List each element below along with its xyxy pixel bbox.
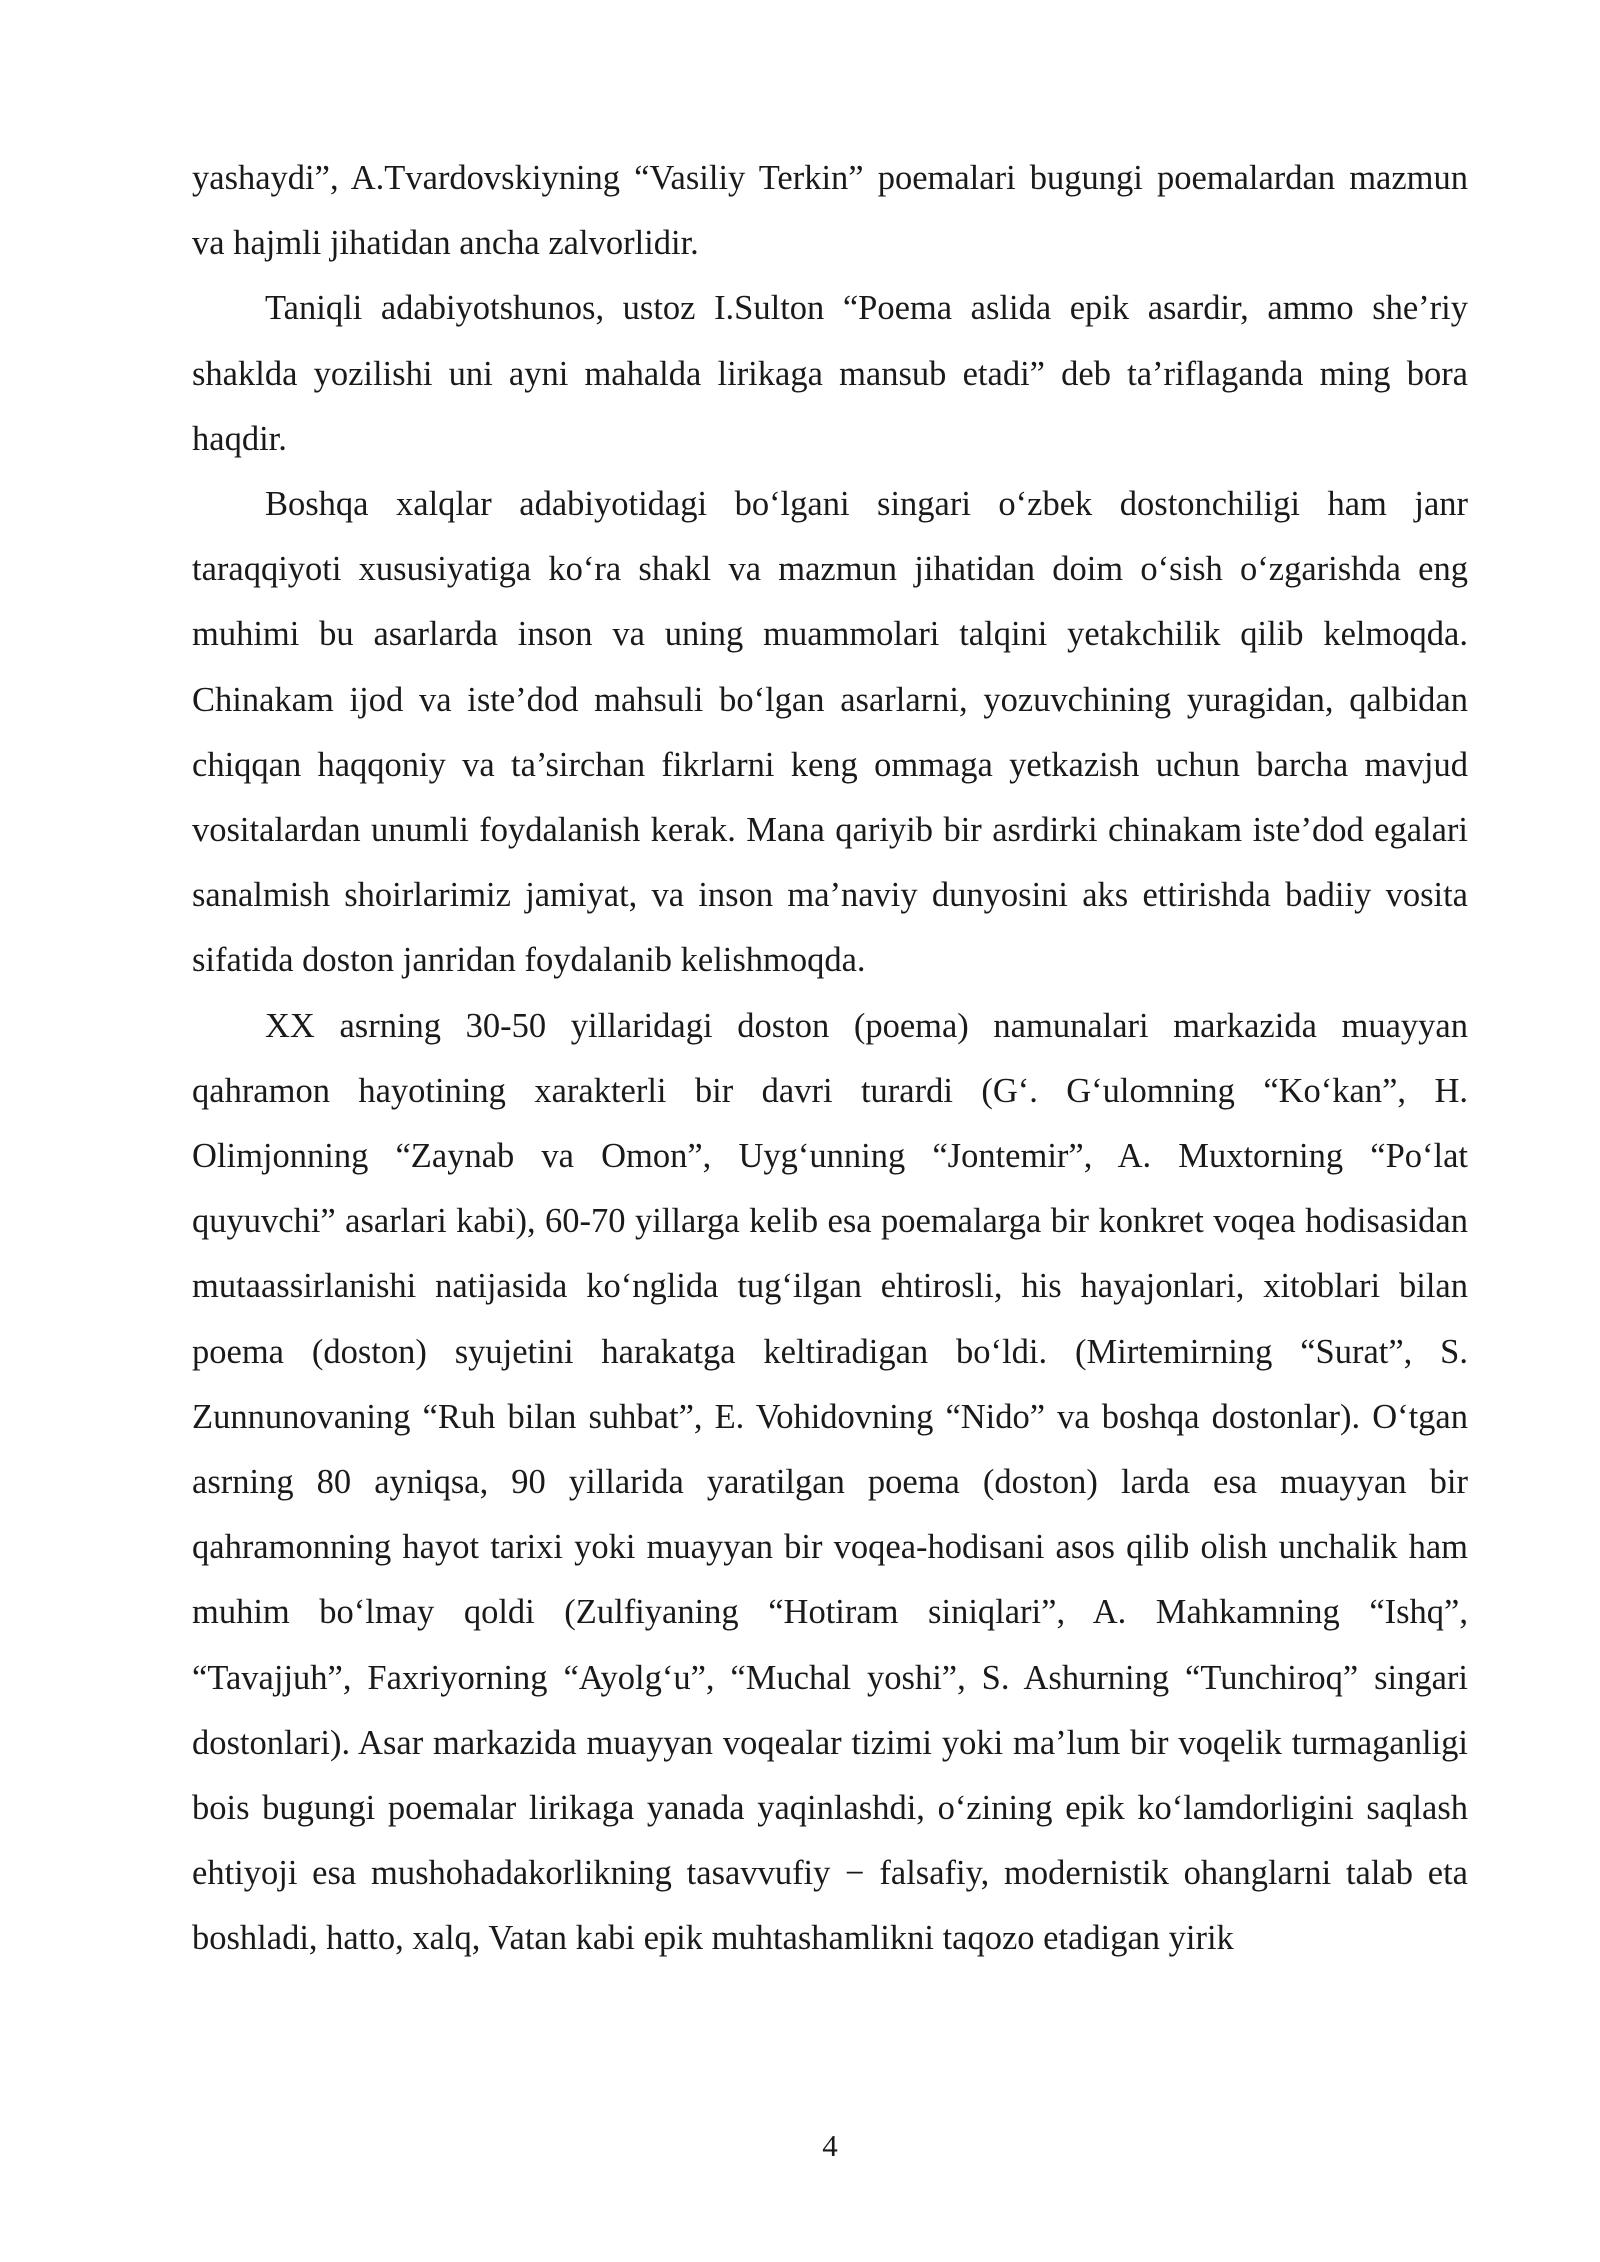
document-body	[192, 146, 1468, 1972]
paragraph-4: XX asrning 30-50 yillaridagi doston (poema) namunalari markazida muayyan qahramon hayotining xarakterli bir davri turardi (G‘. G‘ulomning “Ko‘kan”, H. Olimjonning “Zaynab va Omon”, Uyg‘unning “Jontemir”, A. Muxtorning “Po‘lat quyuvchi” asarlari kabi), 60-70 yillarga kelib esa poemalarga bir konkret voqea hodisasidan mutaassirlanishi natijasida ko‘nglida tug‘ilgan ehtirosli, his hayajonlari, xitoblari bilan poema (doston) syujetini harakatga keltiradigan bo‘ldi. (Mirtemirning “Surat”, S. Zunnunovaning “Ruh bilan suhbat”, E. Vohidovning “Nido” va boshqa dostonlar). O‘tgan asrning 80 ayniqsa, 90 yillarida yaratilgan poema (doston) larda esa muayyan bir qahramonning hayot tarixi yoki muayyan bir voqea-hodisani asos qilib olish unchalik ham muhim bo‘lmay qoldi (Zulfiyaning “Hotiram siniqlari”, A. Mahkamning “Ishq”, “Tavajjuh”, Faxriyorning “Ayolg‘u”, “Muchal yoshi”, S. Ashurning “Tunchiroq” singari dostonlari). Asar markazida muayyan voqealar tizimi yoki ma’lum bir voqelik turmaganligi bois bugungi poemalar lirikaga yanada yaqinlashdi, o‘zining epik ko‘lamdorligini saqlash ehtiyoji esa mushohadakorlikning tasavvufiy − falsafiy, modernistik ohanglarni talab eta boshladi, hatto, xalq, Vatan kabi epik muhtashamlikni taqozo etadigan yirik	[192, 1006, 1468, 1958]
paragraph-2: Taniqli adabiyotshunos, ustoz I.Sulton “Poema aslida epik asardir, ammo she’riy shaklda yozilishi uni ayni mahalda lirikaga mansub etadi” deb ta’riflaganda ming bora haqdir.	[192, 289, 1468, 458]
page-number: 4	[822, 2128, 838, 2163]
paragraph-1: yashaydi”, A.Tvardovskiyning “Vasiliy Terkin” poemalari bugungi poemalardan mazmun va hajmli jihatidan ancha zalvorlidir.	[192, 159, 1468, 263]
paragraph-3: Boshqa xalqlar adabiyotidagi bo‘lgani singari o‘zbek dostonchiligi ham janr taraqqiyoti xususiyatiga ko‘ra shakl va mazmun jihatidan doim o‘sish o‘zgarishda eng muhimi bu asarlarda inson va uning muammolari talqini yetakchilik qilib kelmoqda. Chinakam ijod va iste’dod mahsuli bo‘lgan asarlarni, yozuvchining yuragidan, qalbidan chiqqan haqqoniy va ta’sirchan fikrlarni keng ommaga yetkazish uchun barcha mavjud vositalardan unumli foydalanish kerak. Mana qariyib bir asrdirki chinakam iste’dod egalari sanalmish shoirlarimiz jamiyat, va inson ma’naviy dunyosini aks ettirishda badiiy vosita sifatida doston janridan foydalanib kelishmoqda.	[192, 485, 1468, 980]
